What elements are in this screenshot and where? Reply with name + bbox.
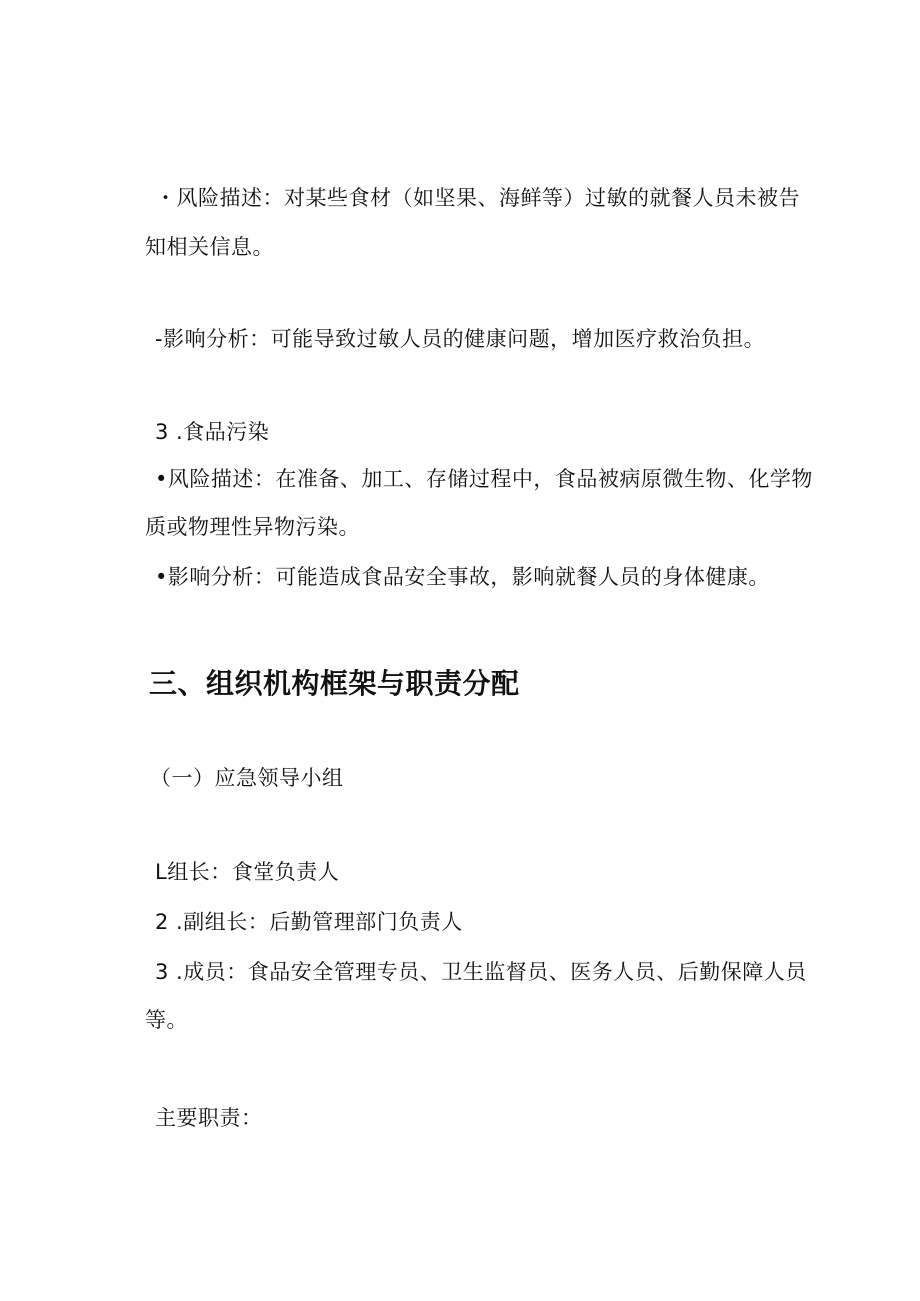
member-leader: L组长：食堂负责人: [155, 860, 340, 884]
member-deputy: 2 .副组长：后勤管理部门负责人: [155, 910, 463, 934]
member-members-line1: 3 .成员：食品安全管理专员、卫生监督员、医务人员、后勤保障人员: [155, 960, 807, 984]
section-subheading: （一）应急领导小组: [150, 766, 344, 790]
risk2-description-line1: ・风险描述：对某些食材（如坚果、海鲜等）过敏的就餐人员未被告: [155, 186, 800, 210]
risk3-impact: •影响分析：可能造成食品安全事故，影响就餐人员的身体健康。: [155, 565, 770, 589]
risk3-description-line2: 质或物理性异物污染。: [145, 515, 360, 539]
member-members-line2: 等。: [145, 1008, 188, 1032]
duties-label: 主要职责：: [155, 1106, 263, 1130]
risk2-impact: -影响分析：可能导致过敏人员的健康问题，增加医疗救治负担。: [155, 327, 766, 351]
section-heading: 三、组织机构框架与职责分配: [149, 667, 520, 700]
risk3-description-line1: •风险描述：在准备、加工、存储过程中，食品被病原微生物、化学物: [155, 467, 813, 491]
risk2-description-line2: 知相关信息。: [145, 235, 274, 259]
risk3-title: 3 .食品污染: [155, 420, 270, 444]
